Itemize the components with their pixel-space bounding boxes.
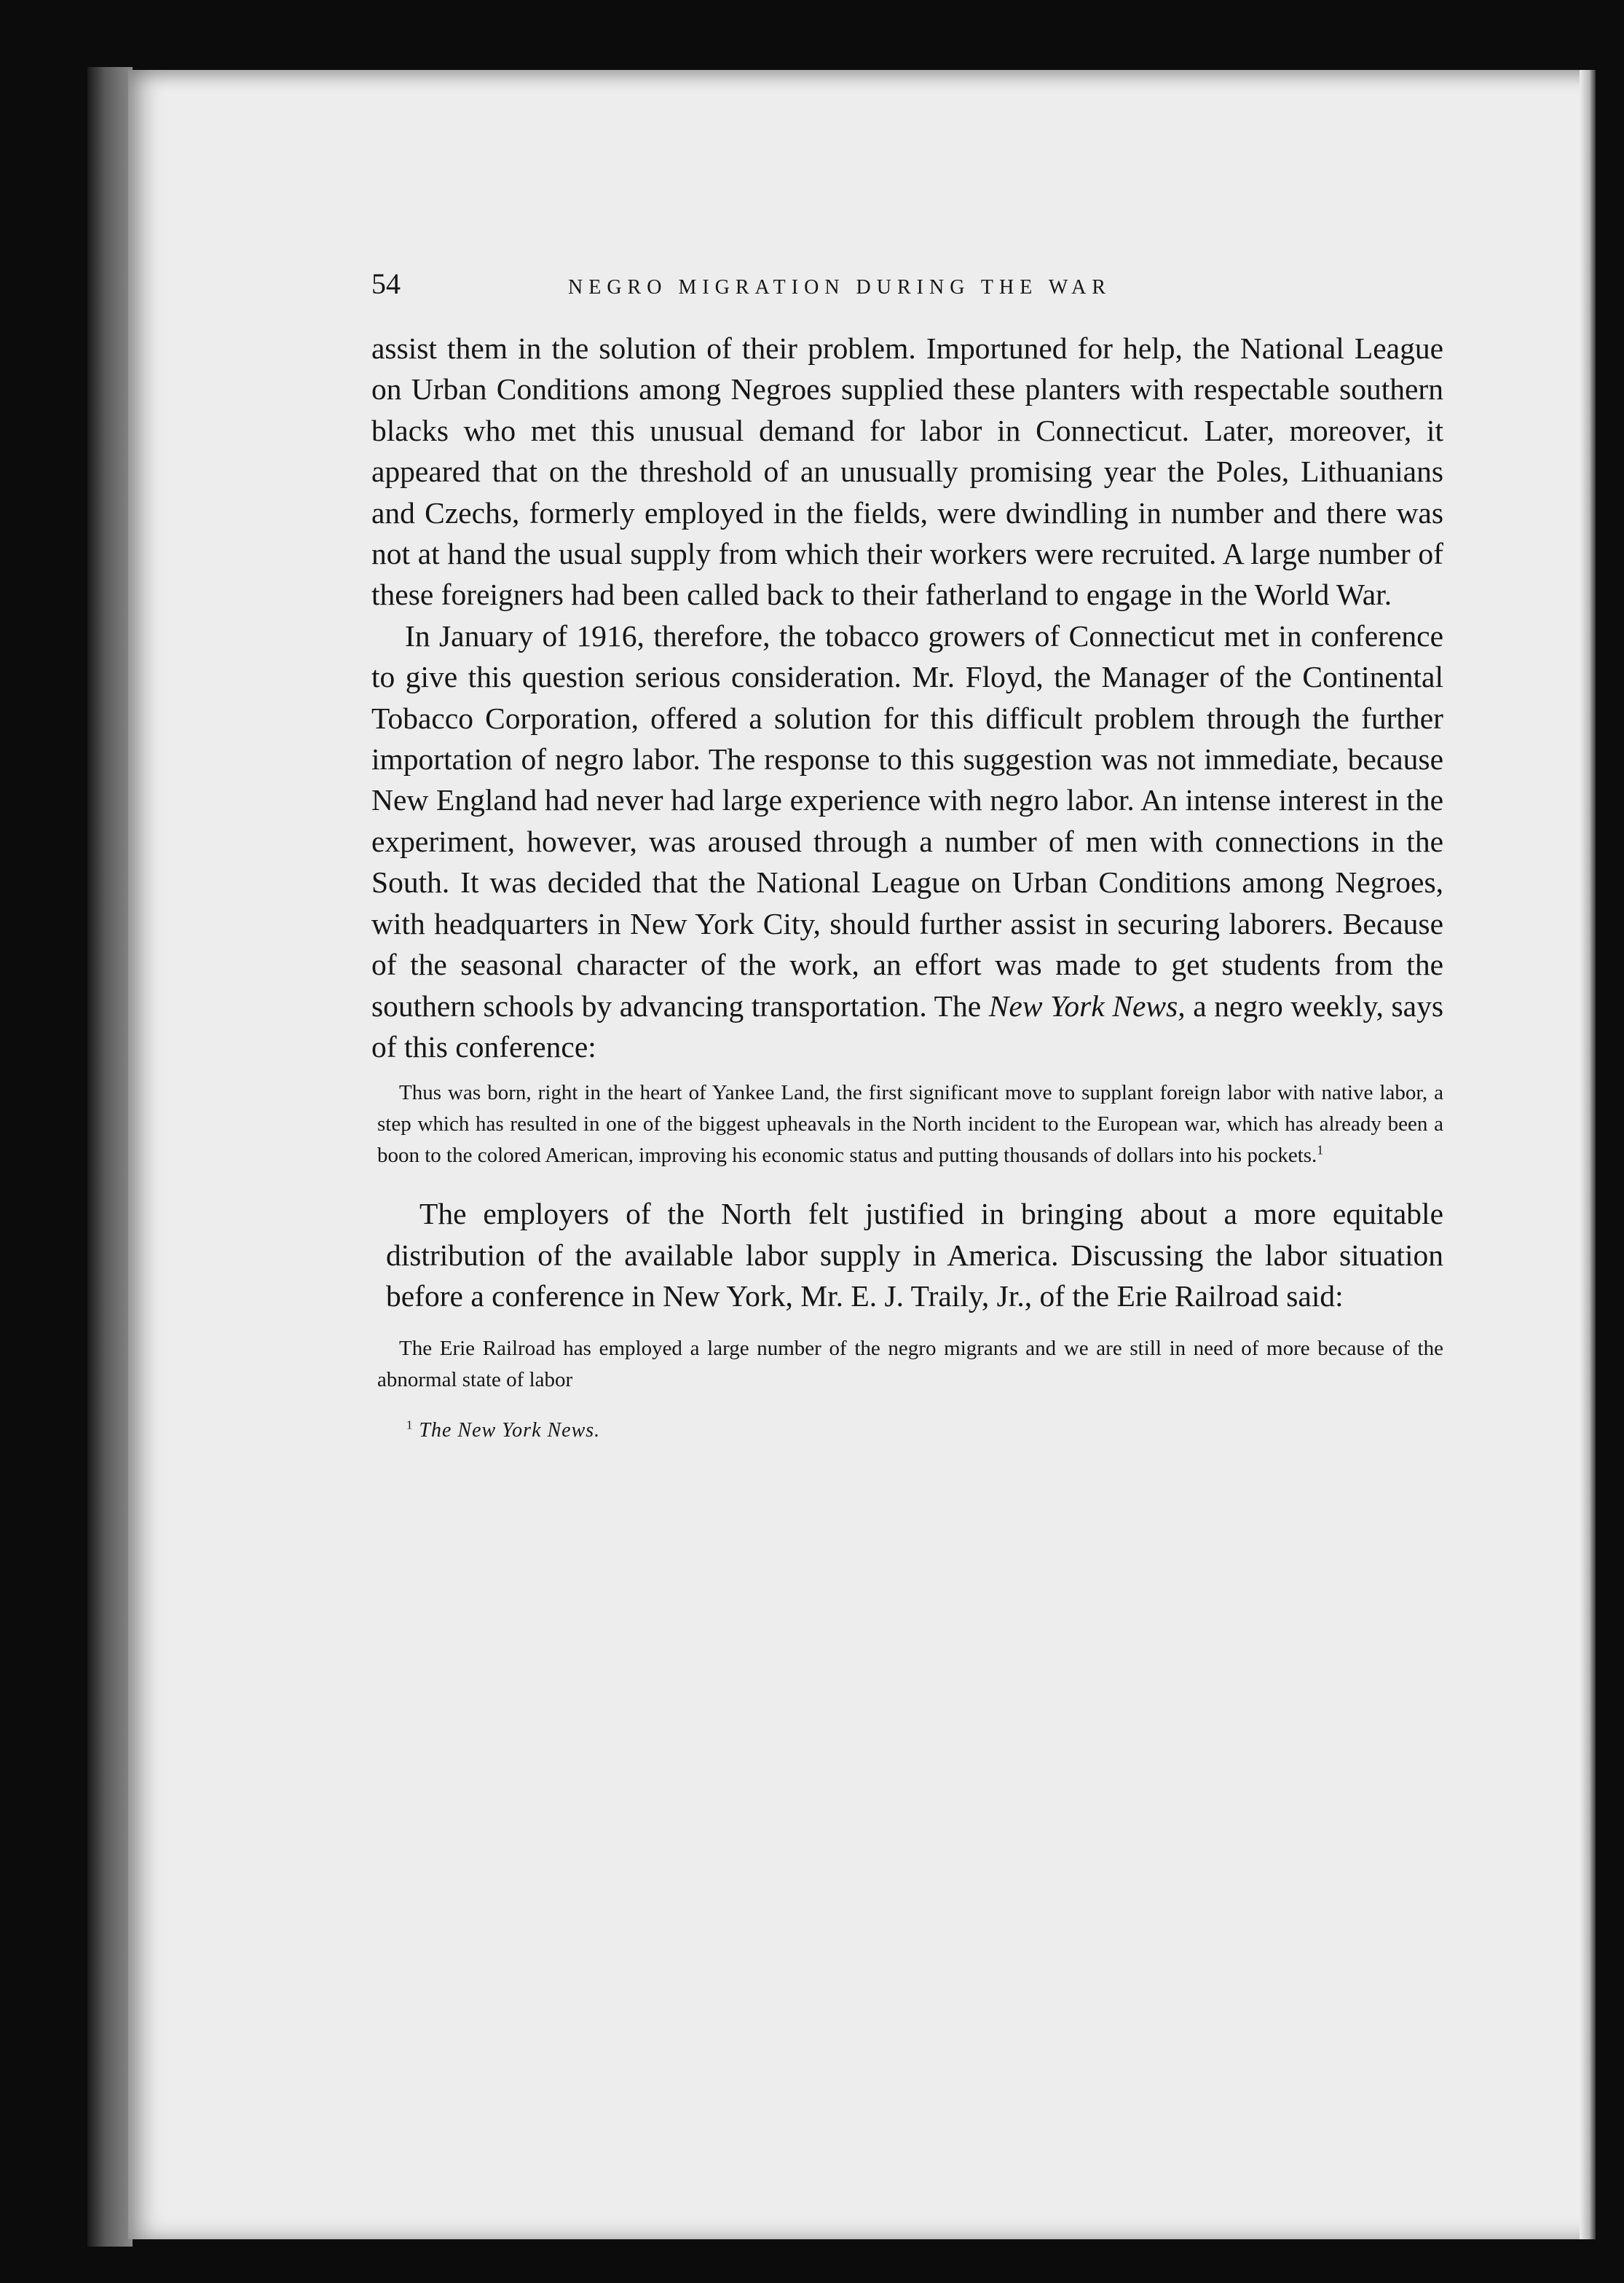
paragraph-2-prefix: The [926, 989, 989, 1023]
paragraph-1: assist them in the solution of their problem. Importuned for help, the National League on Urban Conditions among Negroes supplied these planters with respectable southern blacks who met this unusual demand for labor in Connecticut. Later, moreover, it appeared that on the threshold of an unusually promising year the Poles, Lithuanians and Czechs, formerly employed in the fields, were dwindling in number and there was not at hand the usual supply from which their workers were recruited. A large number of these foreigners had been called back to their fatherland to engage in the World War. [371, 331, 1443, 612]
block-quote-2: The Erie Railroad has employed a large number of the negro migrants and we are still in need of more because of the abnormal state of labor [377, 1336, 1443, 1391]
footnote [371, 1419, 1443, 1442]
paragraph-3: The employers of the North felt justified in bringing about a more equitable distribution of the available labor supply in America. Discussing the labor situation before a conference in New York, Mr. E. J. Traily, Jr., of the Erie Railroad said: [386, 1197, 1443, 1313]
block-quote-1 [371, 1077, 1443, 1171]
page-edge-shadow [1580, 70, 1596, 2239]
page-number: 54 [371, 267, 401, 300]
paragraph-2 [371, 616, 1443, 1067]
running-head [371, 267, 1443, 310]
running-title: NEGRO MIGRATION DURING THE WAR [568, 276, 1112, 299]
paragraph-2-main: In January of 1916, therefore, the tobacco growers of Connecticut met in conference to give this question serious consideration. Mr. Floyd, the Manager of the Continental Tobacco Corporation, offered a solution for this difficult problem through the further importation of negro labor. The response to this suggestion was not immediate, because New England had never had large experience with negro labor. An intense interest in the experiment, however, was aroused through a number of men with connections in the South. It was decided that the National League on Urban Conditions among Negroes, with headquarters in New York City, should further assist in securing laborers. Because of the seasonal character of the work, an effort was made to get students from the southern schools by advancing transportation. [371, 618, 1443, 1023]
footnote-mark: 1 [406, 1418, 414, 1432]
paragraph-2-suffix: a negro weekly, says of this conference: [371, 989, 1443, 1064]
footnote-reference: 1 [1317, 1142, 1324, 1158]
book-edge [87, 67, 133, 2247]
block-quote-1-text: Thus was born, right in the heart of Yankee Land, the first significant move to supplant foreign labor with native labor, a step which has resulted in one of the biggest upheavals in the North incident to the European war, which has already been a boon to the colored American, improving his economic status and putting thousands of dollars into his pockets. [377, 1081, 1443, 1168]
footnote-text: The New York News. [419, 1418, 601, 1442]
newspaper-title: New York News, [988, 989, 1186, 1023]
text-block [371, 267, 1443, 1442]
